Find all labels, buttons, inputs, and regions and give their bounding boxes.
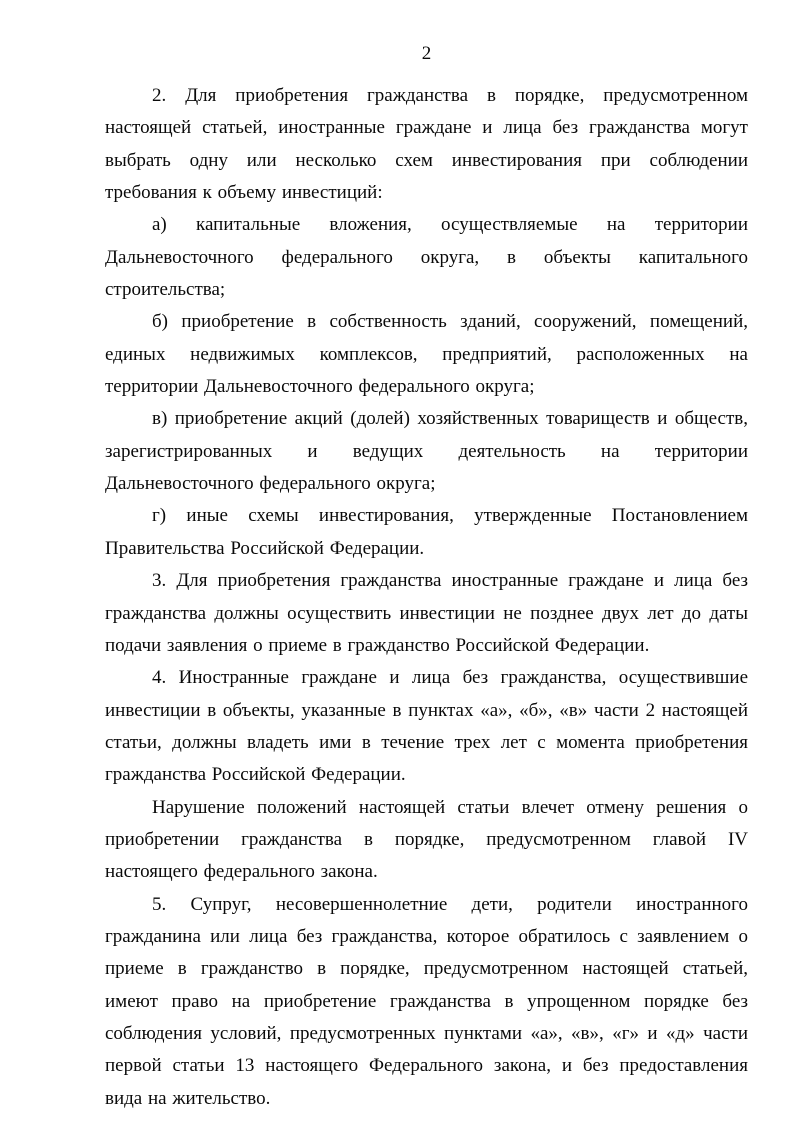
paragraph-part-2: 2. Для приобретения гражданства в порядке, предусмотренном настоящей статьей, иностранные граждане и лица без гражданства могут выбрать одну или несколько схем инвестирования при соблюдении требования к объему инвестиций: [105,85,748,204]
page-number: 2 [421,43,432,64]
document-body [105,80,748,1115]
paragraph-part-5: 5. Супруг, несовершеннолетние дети, родители иностранного гражданина или лица без гражданства, которое обратилось с заявлением о приеме в гражданство в порядке, предусмотренном настоящей статьей, имеют право на приобретение гражданства в упрощенном порядке без соблюдения условий, предусмотренных пунктами «а», «в», «г» и «д» части первой статьи 13 настоящего Федерального закона, и без предоставления вида на жительство. [105,893,748,1109]
paragraph-point-a: а) капитальные вложения, осуществляемые на территории Дальневосточного федерального округа, в объекты капитального строительства; [105,214,748,301]
paragraph-violation-clause: Нарушение положений настоящей статьи влечет отмену решения о приобретении гражданства в порядке, предусмотренном главой IV настоящего федерального закона. [105,796,748,883]
paragraph-part-4: 4. Иностранные граждане и лица без гражданства, осуществившие инвестиции в объекты, указанные в пунктах «а», «б», «в» части 2 настоящей статьи, должны владеть ими в течение трех лет с момента приобретения гражданства Российской Федерации. [105,667,748,786]
paragraph-point-v: в) приобретение акций (долей) хозяйственных товариществ и обществ, зарегистрированных и ведущих деятельность на территории Дальневосточного федерального округа; [105,408,748,495]
paragraph-point-b: б) приобретение в собственность зданий, сооружений, помещений, единых недвижимых комплексов, предприятий, расположенных на территории Дальневосточного федерального округа; [105,311,748,398]
paragraph-part-3: 3. Для приобретения гражданства иностранные граждане и лица без гражданства должны осуществить инвестиции не позднее двух лет до даты подачи заявления о приеме в гражданство Российской Федерации. [105,570,748,656]
paragraph-point-g: г) иные схемы инвестирования, утвержденные Постановлением Правительства Российской Федерации. [105,505,748,559]
